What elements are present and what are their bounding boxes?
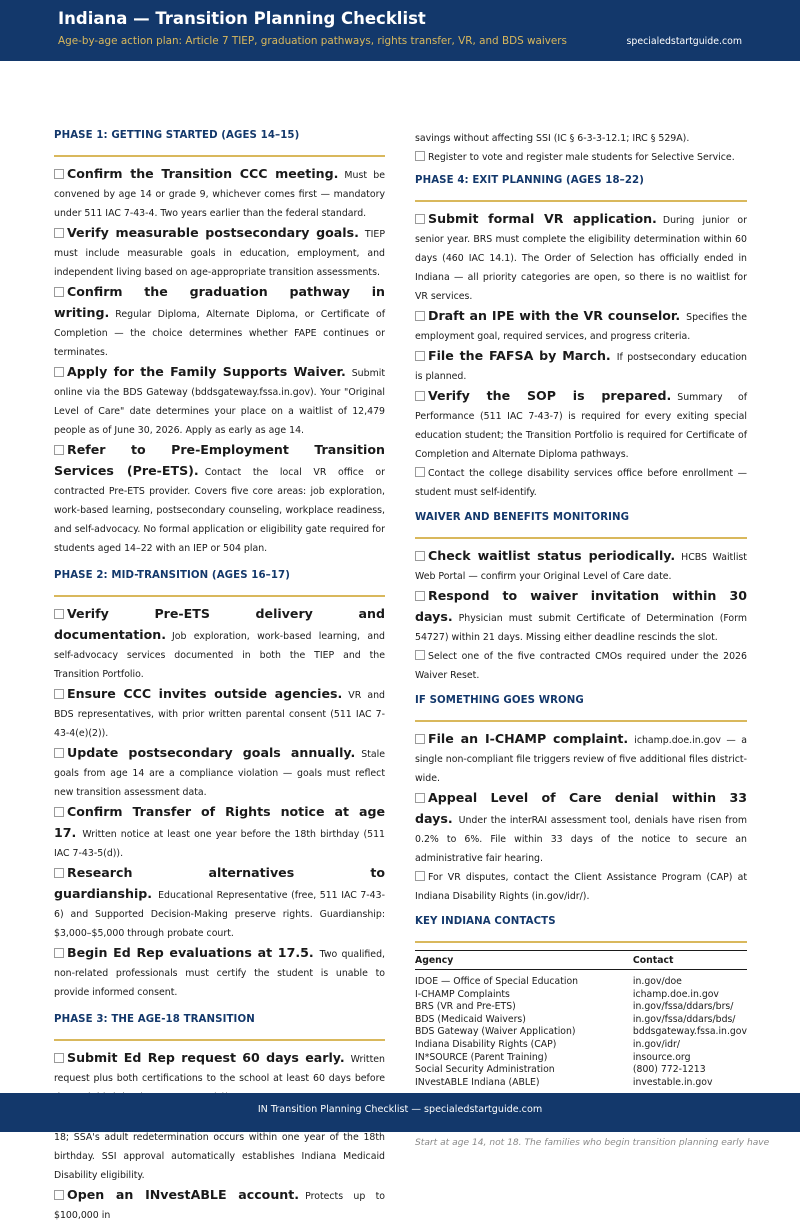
agency-cell: Social Security Administration [415, 1064, 555, 1076]
checkbox[interactable] [54, 748, 64, 758]
item-lead: Appeal Level of Care denial within 33 days. [415, 790, 747, 826]
item-text: Contact the college disability services office before enrollment — student must self-identify. [415, 468, 747, 498]
item-lead: Confirm the Transition CCC meeting. [67, 166, 339, 181]
checkbox[interactable] [54, 1053, 64, 1063]
item-text: ichamp.doe.in.gov — a single non-compliant file triggers review of five additional files district-wide. [415, 735, 747, 784]
section-title-waiver: WAIVER AND BENEFITS MONITORING [415, 512, 630, 523]
item-lead: Verify Pre-ETS delivery and documentation. [54, 606, 385, 642]
document-subtitle: Age-by-age action plan: Article 7 TIEP, graduation pathways, rights transfer, VR, and BDS waivers [58, 35, 567, 47]
page-footer: IN Transition Planning Checklist — specialedstartguide.com [0, 1093, 800, 1132]
checklist-item [54, 802, 385, 863]
checkbox[interactable] [415, 591, 425, 601]
checklist-item [54, 440, 385, 558]
agency-cell: I-CHAMP Complaints [415, 988, 510, 1000]
item-lead: Verify measurable postsecondary goals. [67, 225, 359, 240]
item-text: During junior or senior year. BRS must complete the eligibility determination within 60 days (460 IAC 14.1). The Order of Selection has officially ended in Indiana — all priority categories are open, so there is no waitlist for VR services. [415, 215, 747, 302]
item-lead: Respond to waiver invitation within 30 days. [415, 588, 747, 624]
checklist-item [54, 282, 385, 362]
checklist-item [415, 788, 747, 868]
checkbox[interactable] [415, 551, 425, 561]
contact-cell[interactable]: in.gov/doe [632, 976, 682, 987]
item-text: Job exploration, work-based learning, and self-advocacy services documented in both the TIEP and the Transition Portfolio. [54, 631, 385, 680]
table-row [415, 1052, 747, 1065]
contact-cell[interactable]: in.gov/idr/ [632, 1038, 681, 1050]
checklist-item [54, 863, 385, 943]
section-divider [415, 537, 747, 539]
item-text: 18; SSA's adult redetermination occurs within one year of the 18th birthday. SSI approval automatically establishes Indiana Medicaid Disability eligibility. [54, 1132, 385, 1181]
section-title-phase4: PHASE 4: EXIT PLANNING (AGES 18–22) [415, 175, 644, 186]
checkbox[interactable] [415, 467, 425, 477]
item-lead: Refer to Pre-Employment Transition Services (Pre-ETS). [54, 442, 385, 478]
section-divider [54, 155, 385, 157]
checklist-item [415, 729, 747, 788]
item-text: Specifies the employment goal, required services, and progress criteria. [415, 312, 747, 342]
agency-cell: Indiana Disability Rights (CAP) [415, 1038, 557, 1050]
item-text: Physician must submit Certificate of Determination (Form 54727) within 21 days. Missing either deadline rescinds the slot. [415, 613, 747, 643]
item-text: Submit online via the BDS Gateway (bddsgateway.fssa.in.gov). Your "Original Level of Care" date determines your place on a waitlist of 12,479 people as of June 30, 2026. Apply as early as age 14. [54, 368, 385, 436]
item-text: Under the interRAI assessment tool, denials have risen from 0.2% to 6%. File within 33 days of the notice to secure an administrative fair hearing. [415, 815, 747, 864]
agency-cell: INvestABLE Indiana (ABLE) [415, 1076, 540, 1088]
document-title: Indiana — Transition Planning Checklist [58, 9, 426, 28]
item-lead: Ensure CCC invites outside agencies. [67, 686, 343, 701]
checklist-item [415, 464, 747, 502]
checklist-item [415, 346, 747, 386]
checkbox[interactable] [415, 311, 425, 321]
right-column [415, 129, 770, 1149]
contact-cell[interactable]: (800) 772-1213 [632, 1064, 706, 1076]
agency-cell: IDOE — Office of Special Education [415, 976, 579, 987]
checklist-item [54, 362, 385, 440]
checklist-item [415, 386, 747, 464]
item-lead: Submit Ed Rep request 60 days early. [67, 1050, 345, 1065]
checklist-item [54, 743, 385, 802]
contact-cell[interactable]: ichamp.doe.in.gov [632, 988, 719, 1000]
item-lead: Draft an IPE with the VR counselor. [428, 308, 681, 323]
item-lead: File the FAFSA by March. [428, 348, 611, 363]
item-text: TIEP must include measurable goals in education, employment, and independent living based on age-appropriate transition assessments. [54, 229, 385, 278]
item-lead: File an I-CHAMP complaint. [428, 731, 629, 746]
checklist-item [54, 684, 385, 743]
agency-cell: BDS Gateway (Waiver Application) [415, 1026, 576, 1038]
checklist-item [415, 546, 747, 586]
checkbox[interactable] [415, 214, 425, 224]
section-title-contacts: KEY INDIANA CONTACTS [415, 916, 556, 927]
checkbox[interactable] [54, 287, 64, 297]
checkbox[interactable] [54, 807, 64, 817]
item-text: Written request plus both certifications to the school at least 60 days before [54, 1054, 385, 1084]
table-row [415, 970, 747, 989]
header-site-link[interactable]: specialedstartguide.com [626, 36, 742, 47]
table-row [415, 1014, 747, 1027]
checklist-item [54, 164, 385, 223]
contact-cell[interactable]: in.gov/fssa/ddars/bds/ [632, 1013, 736, 1025]
item-lead: Research alternatives to guardianship. [54, 865, 385, 901]
item-text: Written notice at least one year before the 18th birthday (511 IAC 7-43-5(d)). [54, 829, 385, 859]
checklist-item [415, 586, 747, 647]
item-lead: Confirm the graduation pathway in writing. [54, 284, 385, 320]
item-lead: Confirm Transfer of Rights notice at age 17. [54, 804, 385, 840]
contact-cell[interactable]: investable.in.gov [632, 1076, 713, 1088]
section-divider [54, 595, 385, 597]
item-lead: Verify the SOP is prepared. [428, 388, 672, 403]
checkbox[interactable] [54, 948, 64, 958]
checklist-item [415, 148, 747, 167]
checklist-item [415, 209, 747, 306]
item-text: Regular Diploma, Alternate Diploma, or Certificate of Completion — the choice determines whether FAPE continues or terminates. [54, 309, 385, 358]
checklist-item [54, 1185, 385, 1225]
checkbox[interactable] [54, 228, 64, 238]
continued-text: savings without affecting SSI (IC § 6-3-3-12.1; IRC § 529A). [415, 133, 690, 144]
checkbox[interactable] [415, 734, 425, 744]
item-text: Protects up to $100,000 in [54, 1191, 385, 1221]
checkbox[interactable] [54, 1190, 64, 1200]
checkbox[interactable] [415, 793, 425, 803]
table-row [415, 1039, 747, 1052]
checkbox[interactable] [415, 871, 425, 881]
item-text: Select one of the five contracted CMOs required under the 2026 Waiver Reset. [415, 651, 747, 681]
checkbox[interactable] [415, 151, 425, 161]
checkbox[interactable] [54, 609, 64, 619]
checkbox[interactable] [54, 868, 64, 878]
agency-cell: BDS (Medicaid Waivers) [415, 1013, 526, 1025]
contact-cell[interactable]: in.gov/fssa/ddars/brs/ [632, 1001, 734, 1013]
section-divider [415, 720, 747, 722]
section-title-phase1: PHASE 1: GETTING STARTED (AGES 14–15) [54, 130, 300, 141]
column-header-contact: Contact [633, 951, 747, 970]
item-text: For VR disputes, contact the Client Assistance Program (CAP) at Indiana Disability Rights (in.gov/idr/). [415, 872, 747, 902]
checkbox[interactable] [54, 169, 64, 179]
checklist-item [54, 943, 385, 1002]
table-row [415, 1001, 747, 1014]
section-divider [54, 1039, 385, 1041]
checklist-item [415, 647, 747, 685]
checkbox[interactable] [54, 445, 64, 455]
item-text: Two qualified, non-related professionals must certify the student is unable to provide informed consent. [54, 949, 385, 998]
column-header-agency: Agency [415, 951, 633, 970]
section-title-wrong: IF SOMETHING GOES WRONG [415, 695, 584, 706]
item-lead: Begin Ed Rep evaluations at 17.5. [67, 945, 314, 960]
item-text: If postsecondary education is planned. [415, 352, 747, 382]
checklist-item [54, 223, 385, 282]
item-lead: Check waitlist status periodically. [428, 548, 676, 563]
item-lead: Update postsecondary goals annually. [67, 745, 356, 760]
contact-cell[interactable]: insource.org [632, 1051, 691, 1063]
checkbox[interactable] [54, 689, 64, 699]
section-divider [415, 200, 747, 202]
section-title-phase3: PHASE 3: THE AGE-18 TRANSITION [54, 1014, 255, 1025]
checklist-item [54, 604, 385, 684]
agency-cell: IN*SOURCE (Parent Training) [415, 1051, 548, 1063]
item-text: Contact the local VR office or contracted Pre-ETS provider. Covers five core areas: job exploration, work-based learning, postsecondary counseling, workplace readiness, and self-advocacy. No formal application or eligibility gate required for students aged 14–22 with an IEP or 504 plan. [54, 467, 385, 554]
item-text: Educational Representative (free, 511 IAC 7-43-6) and Supported Decision-Making preserve rights. Guardianship: $3,000–$5,000 through probate court. [54, 890, 385, 939]
item-lead: Submit formal VR application. [428, 211, 657, 226]
item-text: Summary of Performance (511 IAC 7-43-7) is required for every exiting special education student; the Transition Portfolio is required for Certificate of Completion and Alternate Diploma pathways. [415, 392, 747, 460]
checkbox[interactable] [415, 391, 425, 401]
item-text: HCBS Waitlist Web Portal — confirm your Original Level of Care date. [415, 552, 747, 582]
item-text: Must be convened by age 14 or grade 9, whichever comes first — mandatory under 511 IAC 7-43-4. Two years earlier than the federal standard. [54, 170, 385, 219]
checklist-item [415, 306, 747, 346]
closing-note: Start at age 14, not 18. The families who begin transition planning early have [415, 1138, 770, 1149]
contact-cell[interactable]: bddsgateway.fssa.in.gov [632, 1026, 747, 1038]
agency-cell: BRS (VR and Pre-ETS) [415, 1001, 516, 1013]
item-text: VR and BDS representatives, with prior written parental consent (511 IAC 7-43-4(e)(2)). [54, 690, 386, 739]
checklist-item [415, 868, 747, 906]
item-lead: Open an INvestABLE account. [67, 1187, 300, 1202]
table-row [415, 989, 747, 1002]
checkbox[interactable] [415, 650, 425, 660]
section-divider [415, 941, 747, 943]
table-row [415, 1064, 747, 1077]
contacts-table [415, 950, 747, 1095]
section-title-phase2: PHASE 2: MID-TRANSITION (AGES 16–17) [54, 570, 290, 581]
table-row [415, 1026, 747, 1039]
item-text: Register to vote and register male students for Selective Service. [428, 152, 735, 163]
item-lead: Apply for the Family Supports Waiver. [67, 364, 346, 379]
item-text: Stale goals from age 14 are a compliance violation — goals must reflect new transition assessment data. [54, 749, 385, 798]
page-header [0, 0, 800, 61]
checkbox[interactable] [415, 351, 425, 361]
checkbox[interactable] [54, 367, 64, 377]
left-column [54, 130, 385, 1225]
